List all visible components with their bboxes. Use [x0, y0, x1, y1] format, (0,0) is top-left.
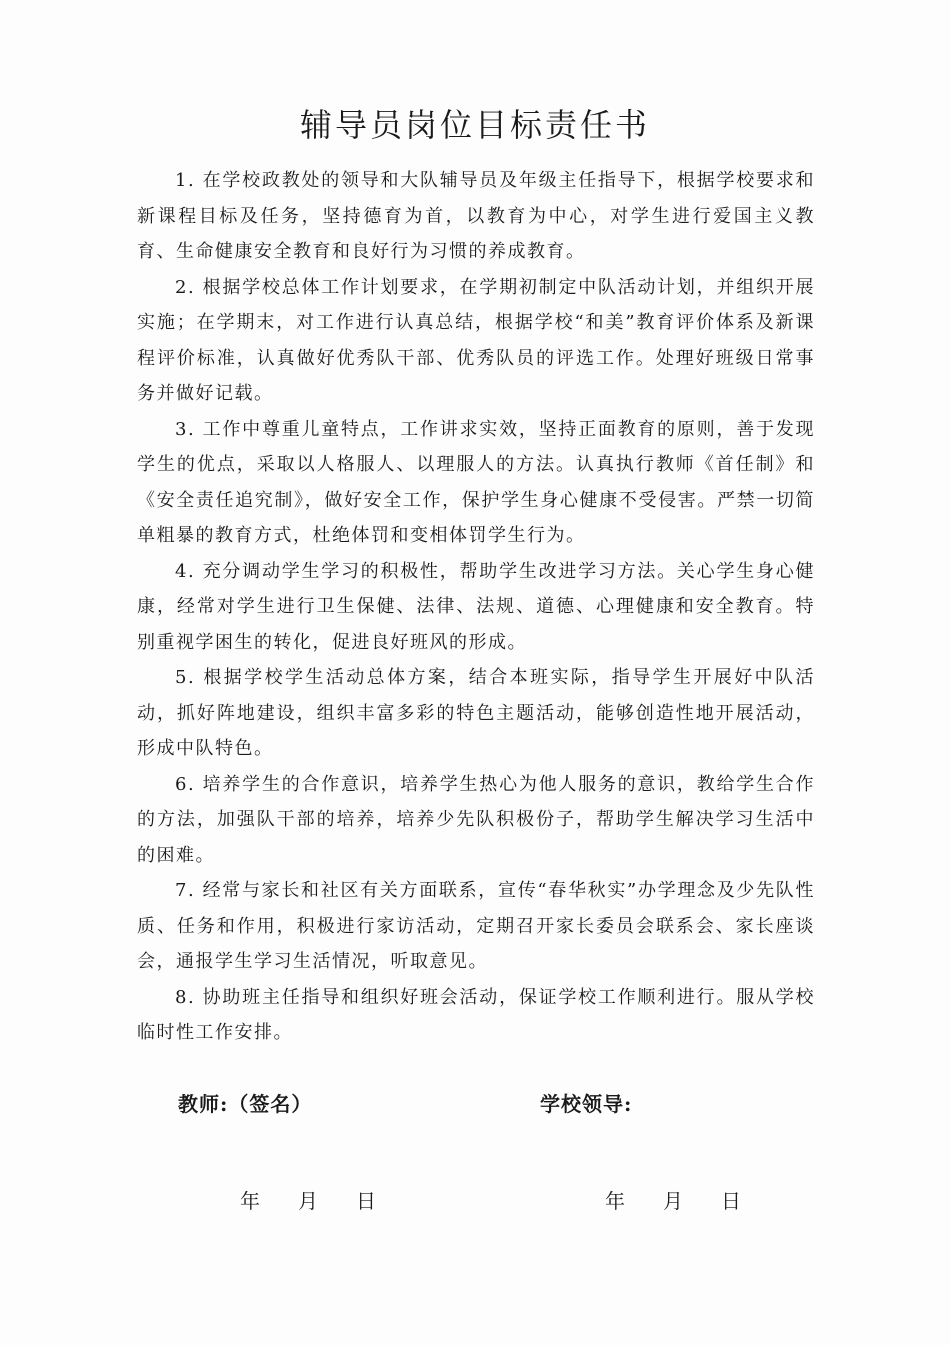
leader-date-year: 年 [605, 1189, 625, 1213]
leader-signature-label: 学校领导: [540, 1092, 633, 1116]
leader-date-line [605, 1185, 741, 1214]
paragraph-3: 3. 工作中尊重儿童特点，工作讲求实效，坚持正面教育的原则，善于发现学生的优点，采取以人格服人、以理服人的方法。认真执行教师《首任制》和《安全责任追究制》，做好安全工作，保护学生身心健康不受侵害。严禁一切简单粗暴的教育方式，杜绝体罚和变相体罚学生行为。 [137, 418, 815, 546]
paragraph-2: 2. 根据学校总体工作计划要求，在学期初制定中队活动计划，并组织开展实施；在学期末，对工作进行认真总结，根据学校“和美”教育评价体系及新课程评价标准，认真做好优秀队干部、优秀队员的评选工作。处理好班级日常事务并做好记载。 [137, 276, 815, 404]
leader-date-day: 日 [721, 1189, 741, 1213]
paragraph-4: 4. 充分调动学生学习的积极性，帮助学生改进学习方法。关心学生身心健康，经常对学生进行卫生保健、法律、法规、道德、心理健康和安全教育。特别重视学困生的转化，促进良好班风的形成。 [137, 560, 815, 653]
teacher-date-line [240, 1185, 376, 1214]
paragraph-5: 5. 根据学校学生活动总体方案，结合本班实际，指导学生开展好中队活动，抓好阵地建设，组织丰富多彩的特色主题活动，能够创造性地开展活动，形成中队特色。 [137, 667, 815, 759]
document-body [137, 163, 815, 1051]
teacher-date-year: 年 [240, 1189, 260, 1213]
paragraph-6: 6. 培养学生的合作意识，培养学生热心为他人服务的意识，教给学生合作的方法，加强队干部的培养，培养少先队积极份子，帮助学生解决学习生活中的困难。 [137, 773, 815, 866]
teacher-signature-label: 教师:（签名） [178, 1092, 313, 1116]
paragraph-1: 1. 在学校政教处的领导和大队辅导员及年级主任指导下，根据学校要求和新课程目标及任务，坚持德育为首，以教育为中心，对学生进行爱国主义教育、生命健康安全教育和良好行为习惯的养成教育。 [137, 170, 815, 262]
leader-date-month: 月 [663, 1189, 683, 1213]
document-title: 辅导员岗位目标责任书 [299, 106, 650, 144]
paragraph-8: 8. 协助班主任指导和组织好班会活动，保证学校工作顺利进行。服从学校临时性工作安排。 [137, 986, 815, 1043]
teacher-date-day: 日 [356, 1189, 376, 1213]
paragraph-7: 7. 经常与家长和社区有关方面联系，宣传“春华秋实”办学理念及少先队性质、任务和作用，积极进行家访活动，定期召开家长委员会联系会、家长座谈会，通报学生学习生活情况，听取意见。 [137, 880, 815, 972]
teacher-date-month: 月 [298, 1189, 318, 1213]
